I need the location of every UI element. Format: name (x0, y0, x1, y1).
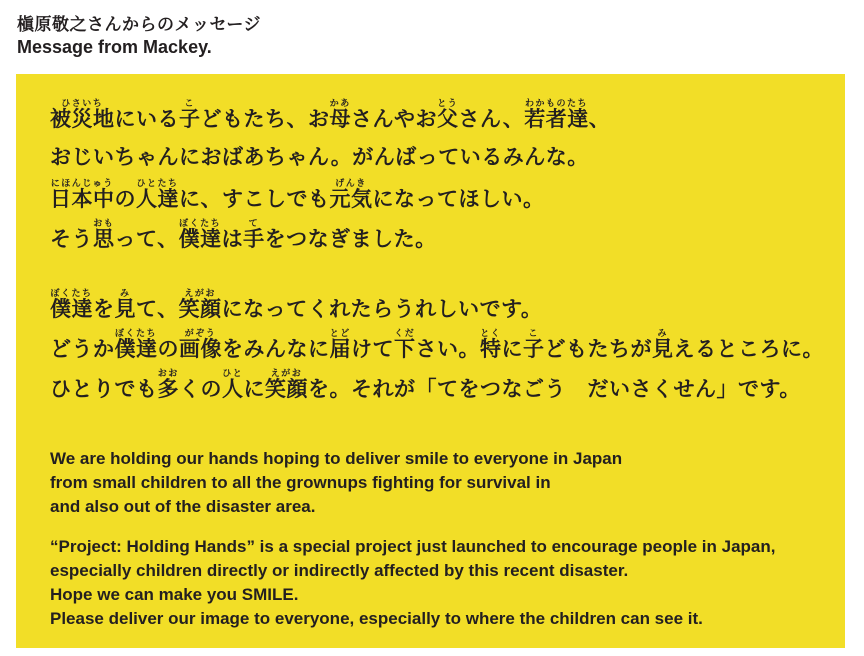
english-paragraph-1 (50, 447, 837, 519)
japanese-text-line: ひとりでも多おおくの人ひとに笑顔えがおを。それが「てをつなごう だいさくせん」です。 (50, 368, 801, 401)
english-text-line: especially children directly or indirectly affected by this recent disaster. (50, 561, 629, 580)
japanese-text-line: 日本中にほんじゅうの人達ひとたちに、すこしでも元気げんきになってほしい。 (50, 178, 545, 211)
english-text-line: Hope we can make you SMILE. (50, 585, 299, 604)
header-title-japanese: 槇原敬之さんからのメッセージ (17, 15, 261, 34)
english-text-line: and also out of the disaster area. (50, 497, 316, 516)
english-text-line: We are holding our hands hoping to deliver smile to everyone in Japan (50, 449, 623, 468)
english-text-line: “Project: Holding Hands” is a special project just launched to encourage people in Japan, (50, 537, 776, 556)
japanese-paragraph-1 (50, 98, 837, 258)
japanese-text-line: 被災地ひさいちにいる子こどもたち、お母かあさんやお父とうさん、若者達わかものたち、 (50, 98, 611, 131)
header-title-english: Message from Mackey. (17, 37, 212, 57)
japanese-text-line: どうか僕達ぼくたちの画像がぞうをみんなに届とどけて下ください。特とくに子こどもたちが見みえるところに。 (50, 328, 824, 361)
japanese-text-line: おじいちゃんにおばあちゃん。がんばっているみんな。 (50, 146, 589, 169)
japanese-paragraph-2 (50, 288, 837, 408)
japanese-text-line: 僕達ぼくたちを見みて、笑顔えがおになってくれたらうれしいです。 (50, 288, 543, 321)
english-text-line: from small children to all the grownups fighting for survival in (50, 473, 551, 492)
japanese-text-line: そう思おもって、僕達ぼくたちは手てをつなぎました。 (50, 218, 437, 251)
english-paragraph-2 (50, 535, 837, 631)
message-panel (16, 74, 845, 648)
english-text-line: Please deliver our image to everyone, especially to where the children can see it. (50, 609, 703, 628)
page-header (17, 13, 261, 59)
